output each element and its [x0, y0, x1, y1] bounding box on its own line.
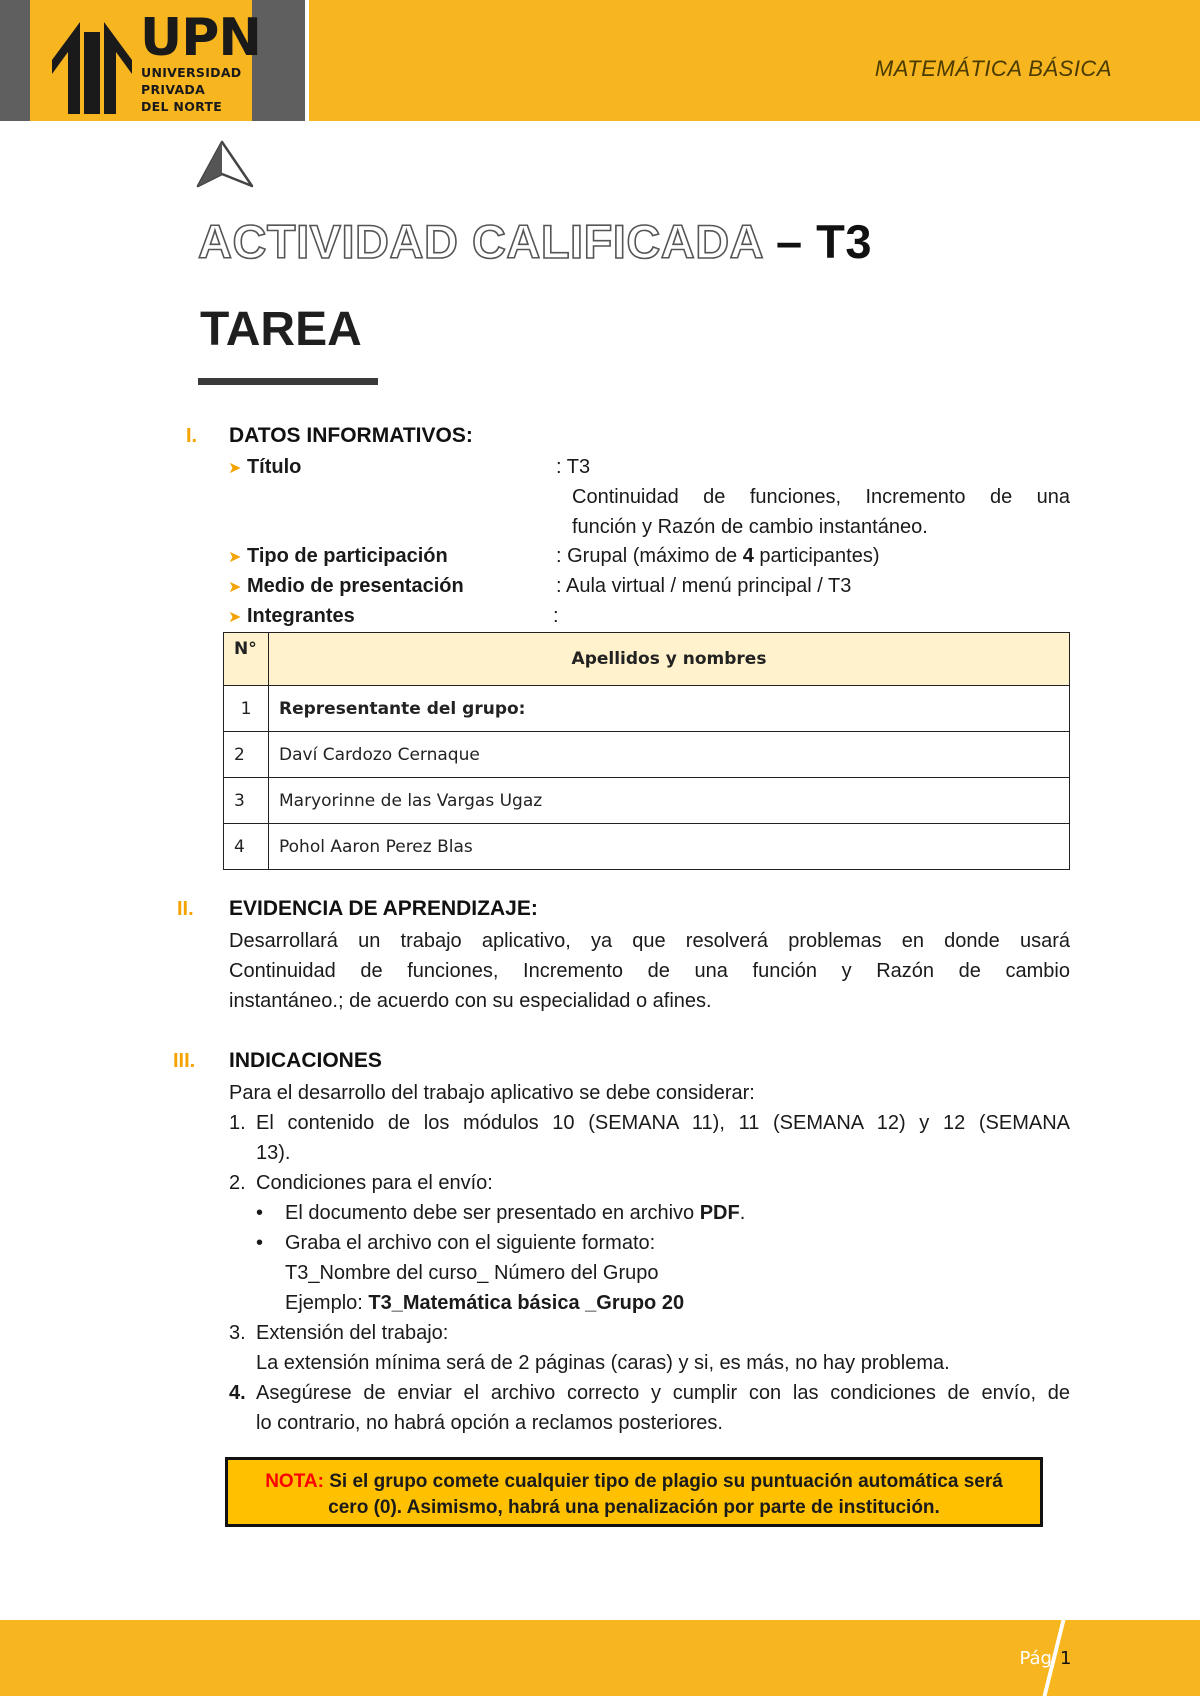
chevron-right-icon: ➤ [228, 579, 242, 596]
section-title: EVIDENCIA DE APRENDIZAJE: [229, 897, 538, 920]
section-title: DATOS INFORMATIVOS: [229, 424, 473, 447]
title-description-2: función y Razón de cambio instantáneo. [572, 516, 928, 538]
item-number: 4. [229, 1382, 246, 1404]
table-row: 2 Daví Cardozo Cernaque [224, 732, 1070, 778]
indications-intro: Para el desarrollo del trabajo aplicativo se debe considerar: [229, 1082, 755, 1104]
section-title: INDICACIONES [229, 1049, 382, 1072]
page-number: 1 [1060, 1648, 1072, 1669]
item-3: Extensión del trabajo: [256, 1322, 449, 1344]
evidence-line-3: instantáneo.; de acuerdo con su especialidad o afines. [229, 990, 712, 1012]
item-number: 1. [229, 1112, 246, 1134]
navigation-arrow-icon [196, 140, 254, 188]
info-value-members: : [553, 605, 559, 627]
item-4-line-1: Asegúrese de enviar el archivo correcto y cumplir con las condiciones de envío, de [256, 1382, 1070, 1404]
logo-subtitle: UNIVERSIDAD PRIVADA DEL NORTE [141, 65, 242, 114]
table-header-name: Apellidos y nombres [269, 633, 1070, 686]
evidence-line-2: Continuidad de funciones, Incremento de una función y Razón de cambio [229, 960, 1070, 982]
evidence-line-1: Desarrollará un trabajo aplicativo, ya que resolverá problemas en donde usará [229, 930, 1070, 952]
note-label: NOTA: [265, 1471, 324, 1492]
item-1-line-1: El contenido de los módulos 10 (SEMANA 11), 11 (SEMANA 12) y 12 (SEMANA [256, 1112, 1070, 1134]
info-value-title: : T3 [556, 456, 591, 478]
title-description: Continuidad de funciones, Incremento de una [572, 486, 1070, 508]
item-3-detail: La extensión mínima será de 2 páginas (caras) y si, es más, no hay problema. [256, 1352, 950, 1374]
item-number: 3. [229, 1322, 246, 1344]
item-number: 2. [229, 1172, 246, 1194]
info-value-participation: : Grupal (máximo de 4 participantes) [556, 545, 880, 567]
page-subtitle: TAREA [200, 303, 362, 356]
info-item-medium: ➤ Medio de presentación [228, 575, 464, 597]
bullet-icon: • [256, 1202, 264, 1224]
item-4-line-2: lo contrario, no habrá opción a reclamos posteriores. [256, 1412, 723, 1434]
table-row: 1 Representante del grupo: [224, 686, 1070, 732]
table-header-num: N° [224, 633, 269, 686]
info-value-medium: : Aula virtual / menú principal / T3 [556, 575, 852, 597]
chevron-right-icon: ➤ [228, 549, 242, 566]
info-item-title: ➤ Título [228, 456, 302, 478]
activity-title: ACTIVIDAD CALIFICADA – T3 [198, 215, 873, 268]
header-divider [305, 0, 309, 121]
section-number: I. [186, 425, 198, 447]
upn-arrow-icon [52, 22, 132, 114]
item-1-line-2: 13). [256, 1142, 291, 1164]
bullet-icon: • [256, 1232, 264, 1254]
file-example: Ejemplo: T3_Matemática básica _Grupo 20 [285, 1292, 685, 1314]
subtitle-underline [198, 378, 378, 385]
file-format: T3_Nombre del curso_ Número del Grupo [285, 1262, 659, 1284]
table-header-row [224, 633, 1070, 686]
table-row: 3 Maryorinne de las Vargas Ugaz [224, 778, 1070, 824]
chevron-right-icon: ➤ [228, 609, 242, 626]
section-number: III. [173, 1050, 196, 1072]
note-box: NOTA: Si el grupo comete cualquier tipo de plagio su puntuación automática será cero (0). Asimismo, habrá una penalización por parte de institución. [225, 1457, 1043, 1527]
page-label: Pág [1019, 1648, 1052, 1669]
info-item-participation: ➤ Tipo de participación [228, 545, 448, 567]
logo-text: UPN [140, 8, 261, 68]
item-2: Condiciones para el envío: [256, 1172, 493, 1194]
course-name: MATEMÁTICA BÁSICA [874, 56, 1112, 81]
bullet-1: El documento debe ser presentado en archivo PDF. [285, 1202, 746, 1224]
bullet-2: Graba el archivo con el siguiente formato: [285, 1232, 656, 1254]
table-row: 4 Pohol Aaron Perez Blas [224, 824, 1070, 870]
chevron-right-icon: ➤ [228, 460, 242, 477]
members-table [223, 632, 1070, 870]
info-item-members: ➤ Integrantes [228, 605, 355, 627]
header-left-strip [0, 0, 30, 121]
section-number: II. [177, 898, 194, 920]
